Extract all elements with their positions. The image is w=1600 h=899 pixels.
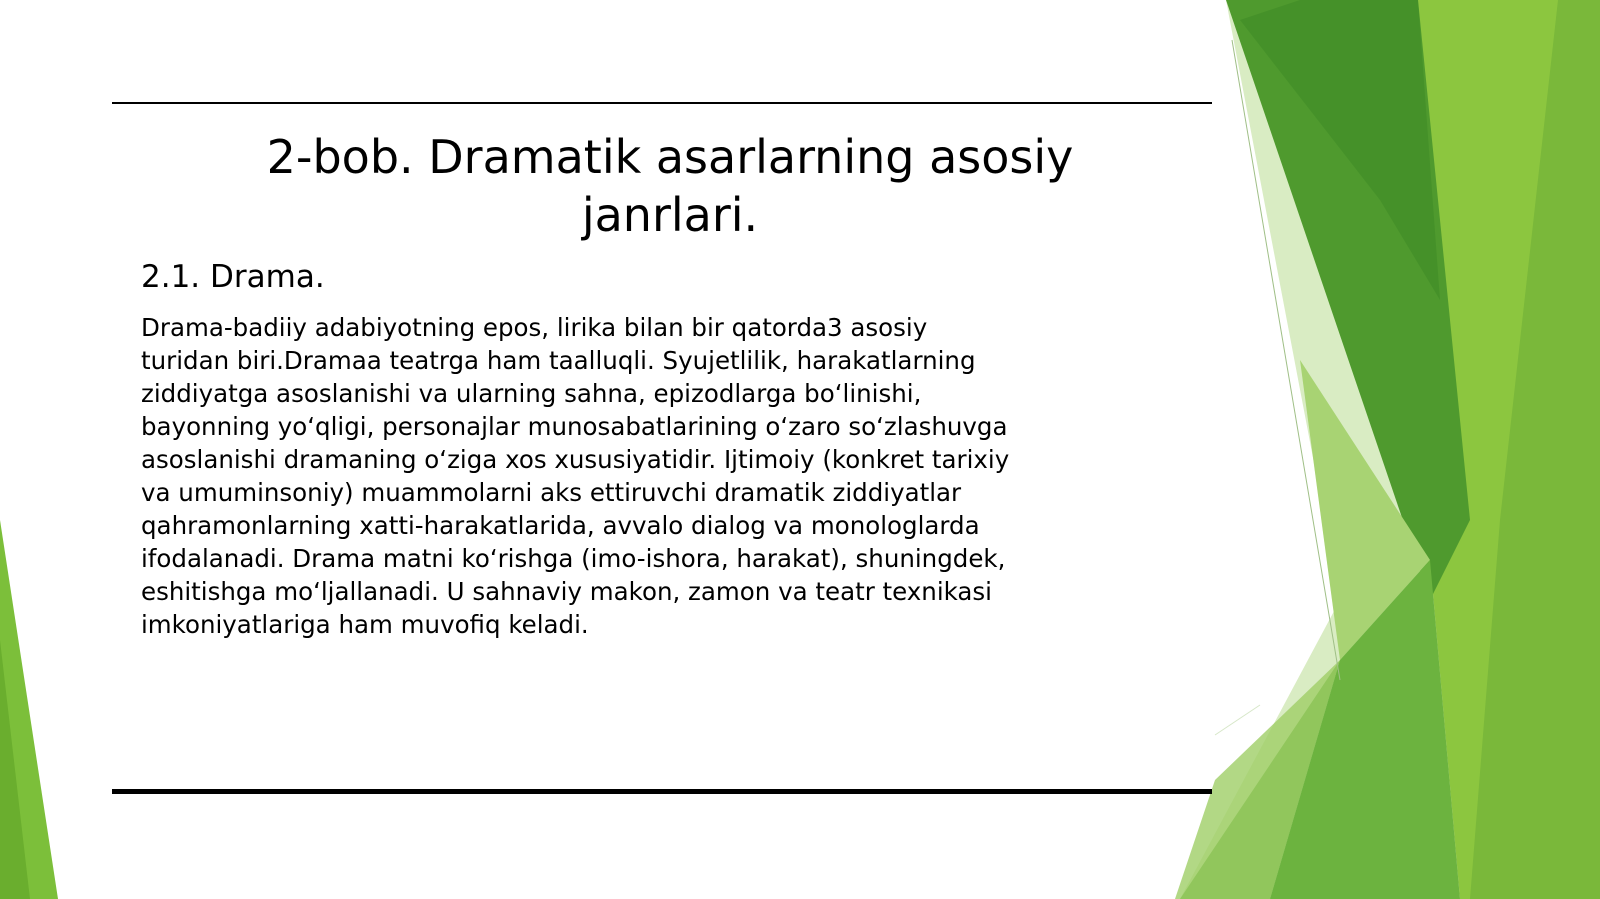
section-heading: 2.1. Drama. xyxy=(141,259,325,295)
body-line: va umuminsoniy) muammolarni aks ettiruvchi dramatik ziddiyatlar xyxy=(141,478,962,507)
body-line: imkoniyatlariga ham muvofiq keladi. xyxy=(141,610,589,639)
body-paragraph xyxy=(141,311,1221,641)
body-line: bayonning yoʻqligi, personajlar munosabatlarining oʻzaro soʻzlashuvga xyxy=(141,412,1008,441)
slide-title-line-2: janrlari. xyxy=(581,188,759,242)
body-line: qahramonlarning xatti-harakatlarida, avvalo dialog va monologlarda xyxy=(141,511,980,540)
slide-title-line-1: 2-bob. Dramatik asarlarning asosiy xyxy=(266,130,1074,184)
body-line: Drama-badiiy adabiyotning epos, lirika bilan bir qatorda3 asosiy xyxy=(141,313,928,342)
top-rule xyxy=(112,102,1212,104)
body-line: ifodalanadi. Drama matni koʻrishga (imo-ishora, harakat), shuningdek, xyxy=(141,544,1006,573)
bottom-rule xyxy=(112,789,1212,794)
body-line: asoslanishi dramaning oʻziga xos xususiyatidir. Ijtimoiy (konkret tarixiy xyxy=(141,445,1010,474)
body-line: eshitishga moʻljallanadi. U sahnaviy makon, zamon va teatr texnikasi xyxy=(141,577,992,606)
body-line: turidan biri.Dramaa teatrga ham taalluqli. Syujetlilik, harakatlarning xyxy=(141,346,976,375)
body-line: ziddiyatga asoslanishi va ularning sahna, epizodlarga boʻlinishi, xyxy=(141,379,922,408)
facet-thin-line-2 xyxy=(1215,705,1260,735)
slide-title xyxy=(150,128,1190,244)
